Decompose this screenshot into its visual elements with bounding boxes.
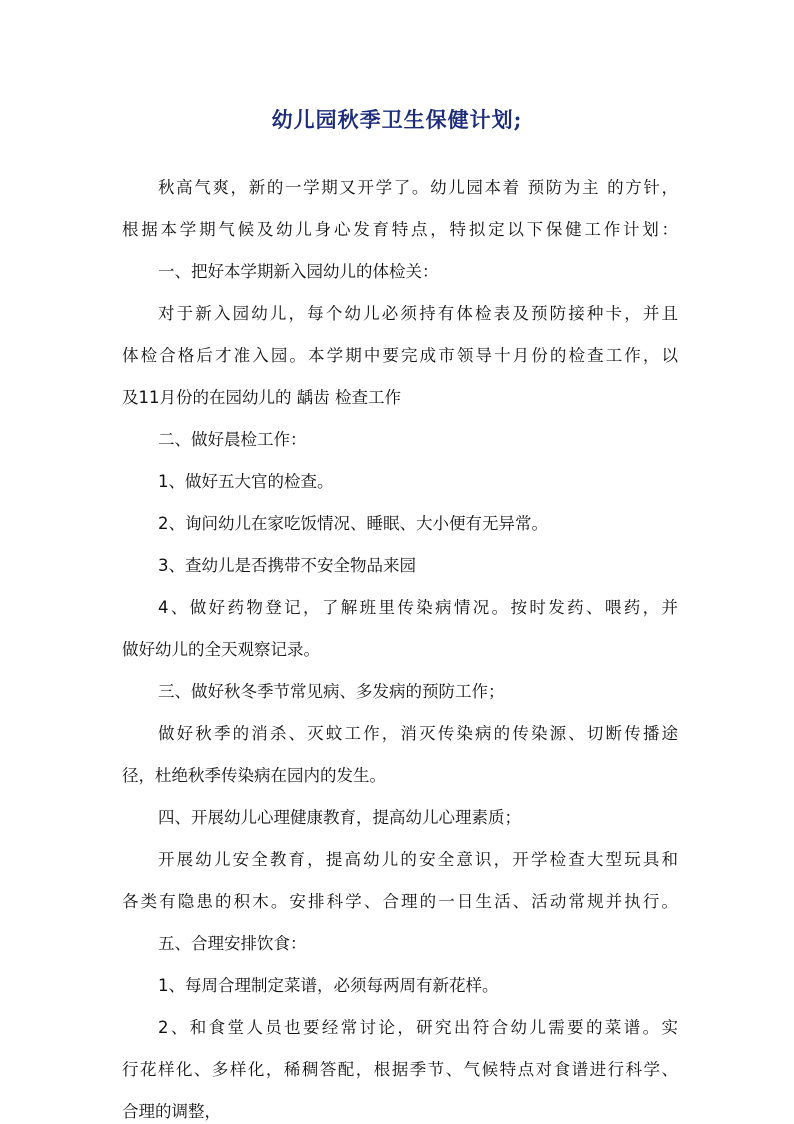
list-item: 1、做好五大官的检查。 <box>158 472 334 491</box>
section-heading: 四、开展幼儿心理健康教育，提高幼儿心理素质； <box>158 808 521 827</box>
paragraph-line: 及11月份的在园幼儿的 龋齿 检查工作 <box>122 388 401 407</box>
paragraph-line: 根据本学期气候及幼儿身心发育特点，特拟定以下保健工作计划： <box>122 220 678 239</box>
section-heading: 五、合理安排饮食： <box>158 934 307 953</box>
paragraph-line: 体检合格后才准入园。本学期中要完成市领导十月份的检查工作，以 <box>122 346 678 365</box>
paragraph-line: 秋高气爽，新的一学期又开学了。幼儿园本着 预防为主 的方针， <box>158 178 678 197</box>
list-item: 2、和食堂人员也要经常讨论，研究出符合幼儿需要的菜谱。实 <box>158 1018 678 1037</box>
paragraph-line: 各类有隐患的积木。安排科学、合理的一日生活、活动常规并执行。 <box>122 892 678 911</box>
list-item: 1、每周合理制定菜谱，必须每两周有新花样。 <box>158 976 499 995</box>
document-title <box>0 106 794 134</box>
section-heading: 三、做好秋冬季节常见病、多发病的预防工作； <box>158 682 505 701</box>
paragraph-line: 合理的调整， <box>122 1102 221 1121</box>
paragraph-line: 做好幼儿的全天观察记录。 <box>122 640 320 659</box>
title-suffix: ; <box>513 107 523 132</box>
paragraph-line: 对于新入园幼儿，每个幼儿必须持有体检表及预防接种卡，并且 <box>158 304 678 323</box>
list-item: 4、做好药物登记，了解班里传染病情况。按时发药、喂药，并 <box>158 598 678 617</box>
list-item: 3、查幼儿是否携带不安全物品来园 <box>158 556 416 575</box>
paragraph-line: 开展幼儿安全教育，提高幼儿的安全意识，开学检查大型玩具和 <box>158 850 678 869</box>
paragraph-line: 行花样化、多样化，稀稠答配，根据季节、气候特点对食谱进行科学、 <box>122 1060 678 1079</box>
section-heading: 二、做好晨检工作： <box>158 430 307 449</box>
section-heading: 一、把好本学期新入园幼儿的体检关： <box>158 262 439 281</box>
list-item: 2、询问幼儿在家吃饭情况、睡眠、大小便有无异常。 <box>158 514 548 533</box>
paragraph-line: 做好秋季的消杀、灭蚊工作，消灭传染病的传染源、切断传播途 <box>158 724 678 743</box>
title-text: 幼儿园秋季卫生保健计划 <box>271 107 514 132</box>
paragraph-line: 径，杜绝秋季传染病在园内的发生。 <box>122 766 386 785</box>
